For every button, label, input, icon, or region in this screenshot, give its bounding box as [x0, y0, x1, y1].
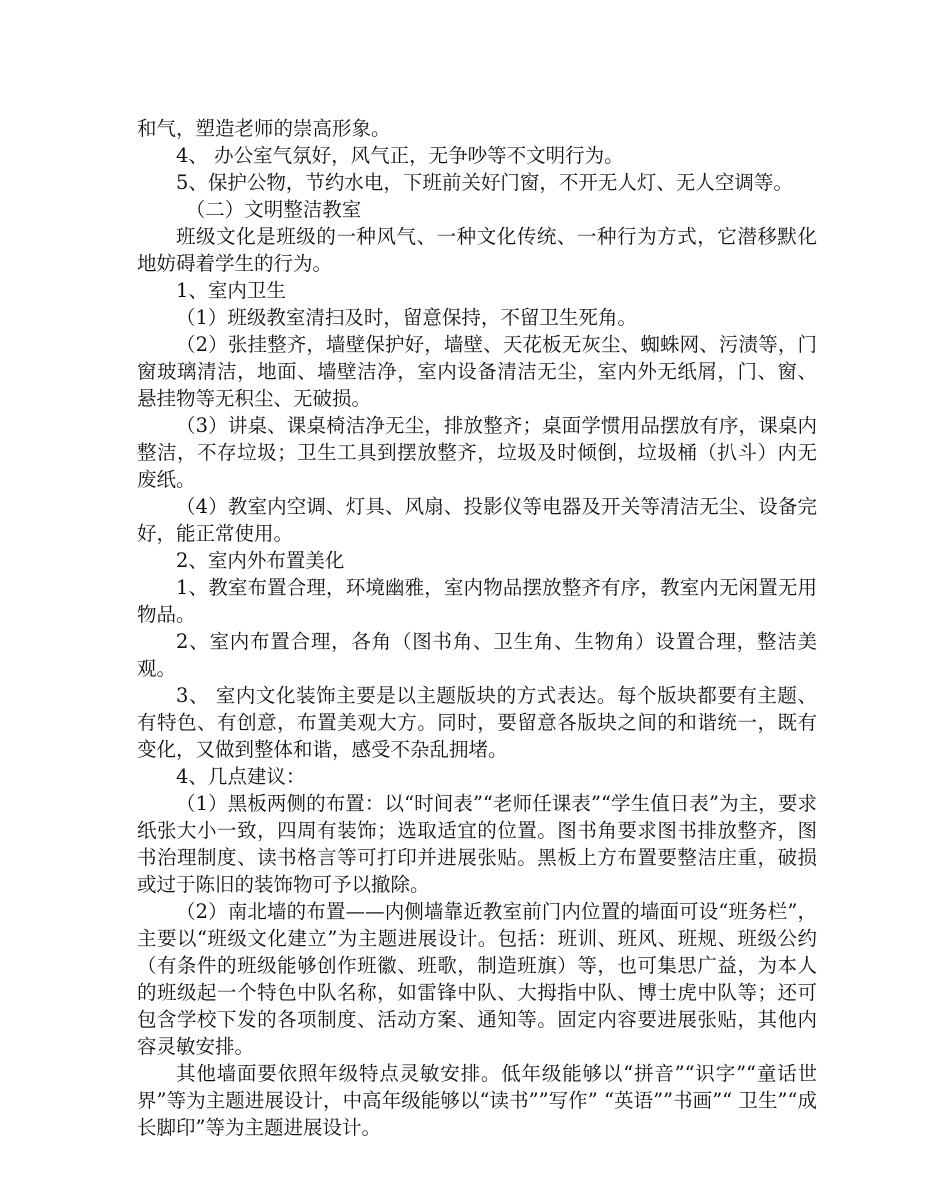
- paragraph: 3、 室内文化装饰主要是以主题版块的方式表达。每个版块都要有主题、有特色、有创意，布置美观大方。同时，要留意各版块之间的和谐统一，既有变化，又做到整体和谐，感受不杂乱拥堵。: [137, 684, 817, 761]
- document-body: [137, 115, 817, 1141]
- paragraph: 其他墙面要依照年级特点灵敏安排。低年级能够以“拼音”“识字”“童话世界”等为主题进展设计，中高年级能够以“读书””写作” “英语””书画”“ 卫生”“成长脚印”等为主题进展设计。: [137, 1062, 817, 1139]
- subsection-heading: 2、室内外布置美化: [176, 549, 345, 572]
- paragraph: 和气，塑造老师的崇高形象。: [137, 117, 391, 140]
- paragraph: 班级文化是班级的一种风气、一种文化传统、一种行为方式，它潜移默化地妨碍着学生的行为。: [137, 225, 817, 275]
- paragraph: （4）教室内空调、灯具、风扇、投影仪等电器及开关等清洁无尘、设备完好，能正常使用。: [137, 495, 817, 545]
- subsection-heading: 4、几点建议：: [176, 765, 306, 788]
- paragraph: 2、室内布置合理，各角（图书角、卫生角、生物角）设置合理，整洁美观。: [137, 630, 817, 680]
- section-heading: （二）文明整洁教室: [185, 198, 362, 221]
- subsection-heading: 1、室内卫生: [176, 279, 286, 302]
- paragraph: 4、 办公室气氛好，风气正，无争吵等不文明行为。: [176, 144, 624, 167]
- paragraph: （3）讲桌、课桌椅洁净无尘，排放整齐；桌面学惯用品摆放有序，课桌内整洁，不存垃圾；卫生工具到摆放整齐，垃圾及时倾倒，垃圾桶（扒斗）内无废纸。: [137, 414, 817, 491]
- paragraph: 5、保护公物，节约水电，下班前关好门窗，不开无人灯、无人空调等。: [176, 171, 793, 194]
- paragraph: （1）班级教室清扫及时，留意保持，不留卫生死角。: [176, 306, 637, 329]
- paragraph: （1）黑板两侧的布置：以“时间表”“老师任课表”“学生值日表”为主，要求纸张大小一致，四周有装饰；选取适宜的位置。图书角要求图书排放整齐，图书治理制度、读书格言等可打印并进展张贴。黑板上方布置要整洁庄重，破损或过于陈旧的装饰物可予以撤除。: [137, 792, 817, 896]
- paragraph: （2）张挂整齐，墙壁保护好，墙壁、天花板无灰尘、蜘蛛网、污渍等，门窗玻璃清洁，地面、墙壁洁净，室内设备清洁无尘，室内外无纸屑，门、窗、悬挂物等无积尘、无破损。: [137, 333, 817, 410]
- paragraph: （2）南北墙的布置——内侧墙靠近教室前门内位置的墙面可设“班务栏”，主要以“班级文化建立”为主题进展设计。包括：班训、班风、班规、班级公约（有条件的班级能够创作班徽、班歌，制造班旗）等，也可集思广益，为本人的班级起一个特色中队名称，如雷锋中队、大拇指中队、博士虎中队等；还可包含学校下发的各项制度、活动方案、通知等。固定内容要进展张贴，其他内容灵敏安排。: [137, 900, 817, 1058]
- paragraph: 1、教室布置合理，环境幽雅，室内物品摆放整齐有序，教室内无闲置无用物品。: [137, 576, 817, 626]
